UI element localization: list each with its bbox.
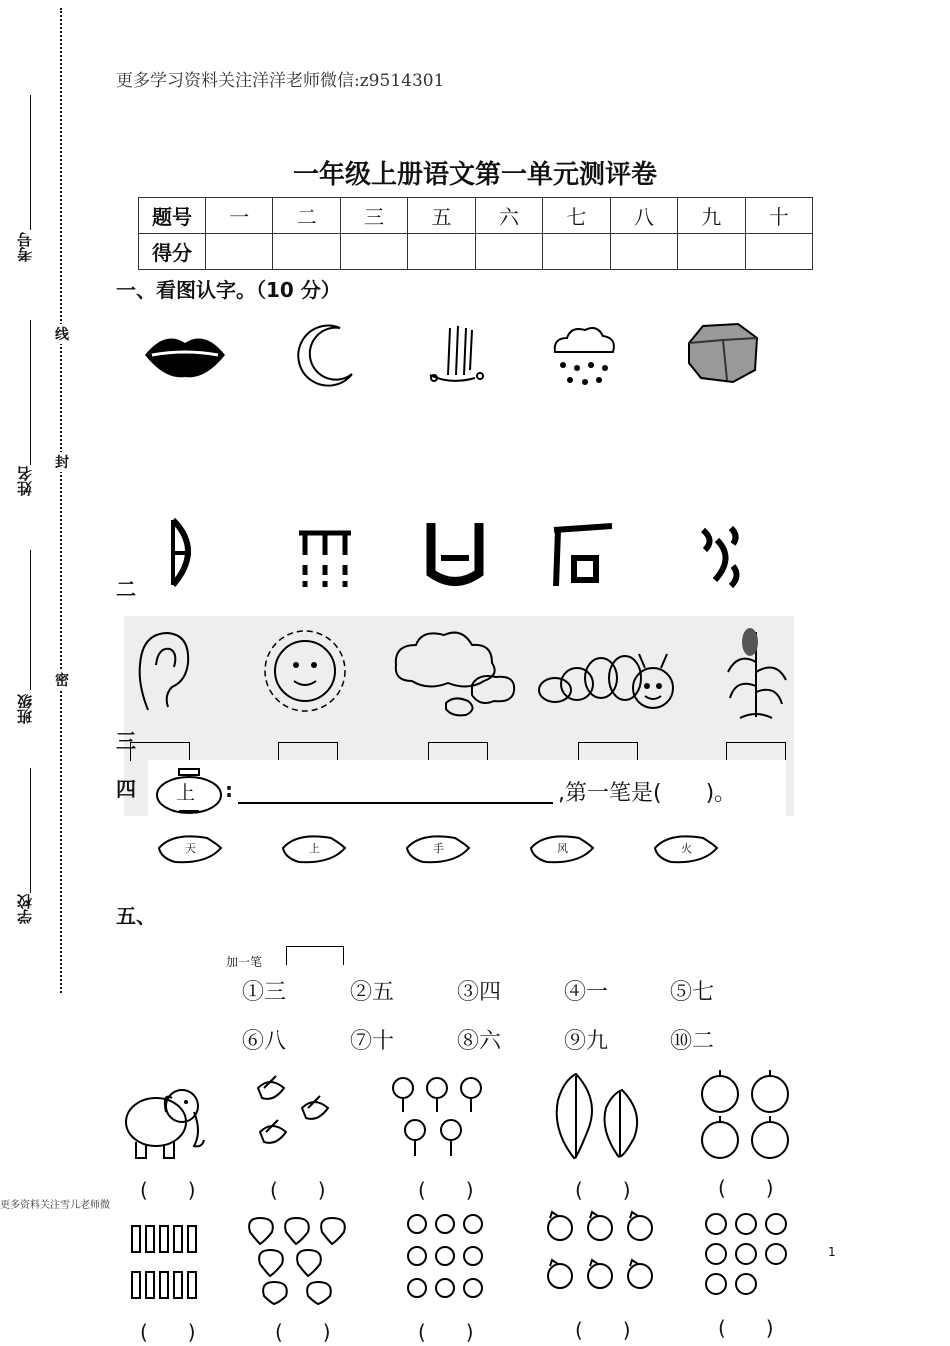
answer-paren[interactable]: ( ): [718, 1316, 774, 1340]
leaf-character: 火: [681, 842, 692, 855]
page-title: 一年级上册语文第一单元测评卷: [292, 160, 657, 190]
rice-plant-icon: [720, 622, 790, 722]
school-line: [30, 768, 31, 893]
section5-label: 五、: [116, 904, 156, 928]
row-label-score: 得分: [139, 234, 206, 270]
col-8: 九: [678, 198, 745, 234]
row-label-number: 题号: [139, 198, 206, 234]
writing-grid[interactable]: [578, 742, 638, 761]
writing-grid[interactable]: [130, 742, 190, 761]
flowers-icon: [700, 1210, 796, 1302]
name-label: 姓名: [16, 466, 34, 496]
score-cell[interactable]: [408, 234, 475, 270]
option-6: ⑥八: [242, 1029, 287, 1054]
ancient-water-glyph: [695, 520, 750, 595]
hearts-leaves-icon: [242, 1210, 350, 1306]
answer-paren[interactable]: ( ): [140, 1320, 196, 1344]
col-7: 八: [610, 198, 677, 234]
apples-icon: [695, 1068, 799, 1162]
section4-label: 四: [116, 777, 136, 801]
stroke-answer-line[interactable]: [238, 802, 553, 804]
clouds-icon: [388, 625, 528, 720]
leaf-character: 风: [557, 842, 568, 855]
header-watermark: 更多学习资料关注洋洋老师微信:z9514301: [116, 71, 445, 91]
answer-paren[interactable]: ( ): [418, 1178, 474, 1202]
birds-icon: [250, 1068, 340, 1168]
col-1: 一: [206, 198, 273, 234]
option-1: ①三: [242, 980, 287, 1005]
col-6: 七: [543, 198, 610, 234]
stone-icon: [683, 318, 763, 388]
option-9: ⑨九: [564, 1029, 609, 1054]
score-cell[interactable]: [745, 234, 813, 270]
moon-icon: [292, 322, 362, 392]
answer-paren[interactable]: ( ): [575, 1178, 631, 1202]
strawberries-icon: [405, 1212, 487, 1304]
score-cell[interactable]: [475, 234, 542, 270]
col-4: 五: [408, 198, 475, 234]
waterfall-icon: [420, 320, 490, 390]
writing-grid[interactable]: [278, 742, 338, 761]
ear-icon: [128, 625, 198, 715]
rain-cloud-icon: [545, 320, 620, 390]
section1-title: 一、看图认字。（10 分）: [116, 278, 341, 302]
score-table-row-number: [139, 198, 813, 234]
sunflowers-icon: [385, 1072, 495, 1164]
score-cell[interactable]: [678, 234, 745, 270]
lantern-character: 上: [176, 782, 196, 804]
elephant-icon: [118, 1072, 210, 1164]
col-2: 二: [273, 198, 340, 234]
first-stroke-prompt: ,第一笔是( )。: [558, 781, 737, 806]
answer-paren[interactable]: ( ): [140, 1178, 196, 1202]
ancient-stone-glyph: [548, 520, 618, 590]
add-stroke-prompt: 加一笔: [226, 955, 263, 969]
ancient-rain-glyph: [295, 525, 355, 590]
leaves-icon: [548, 1070, 652, 1162]
seal-word-line: 线: [55, 324, 69, 344]
footer-watermark: 更多资料关注雪儿老师微: [0, 1200, 110, 1211]
score-table: [138, 197, 813, 270]
answer-paren[interactable]: ( ): [718, 1176, 774, 1200]
section4-colon: :: [225, 778, 233, 802]
leaf-character: 天: [185, 842, 196, 855]
score-cell[interactable]: [340, 234, 407, 270]
option-3: ③四: [457, 980, 502, 1005]
seal-word-secret: 密: [55, 670, 69, 690]
page-number: 1: [828, 1245, 836, 1259]
option-2: ②五: [350, 980, 395, 1005]
section2-label: 二: [116, 577, 136, 601]
option-10: ⑩二: [670, 1029, 715, 1054]
answer-paren[interactable]: ( ): [275, 1320, 331, 1344]
col-9: 十: [745, 198, 813, 234]
writing-grid[interactable]: [286, 946, 344, 965]
option-7: ⑦十: [350, 1029, 395, 1054]
section3-label: 三: [116, 729, 136, 753]
option-5: ⑤七: [670, 980, 715, 1005]
writing-grid[interactable]: [726, 742, 786, 761]
answer-paren[interactable]: ( ): [418, 1320, 474, 1344]
school-label: 学校: [16, 894, 34, 924]
writing-grid[interactable]: [428, 742, 488, 761]
option-8: ⑧六: [457, 1029, 502, 1054]
col-5: 六: [475, 198, 542, 234]
seal-word-seal: 封: [55, 452, 69, 472]
mouth-icon: [140, 325, 230, 385]
score-cell[interactable]: [543, 234, 610, 270]
answer-paren[interactable]: ( ): [575, 1318, 631, 1342]
class-line: [30, 550, 31, 690]
caterpillar-icon: [535, 640, 680, 715]
exam-no-label: 考号: [16, 232, 34, 262]
score-table-row-score: [139, 234, 813, 270]
col-3: 三: [340, 198, 407, 234]
leaf-character: 手: [433, 842, 444, 855]
leaf-character: 上: [309, 842, 320, 855]
score-cell[interactable]: [273, 234, 340, 270]
name-line: [30, 320, 31, 465]
ancient-mouth-glyph: [425, 518, 485, 590]
score-cell[interactable]: [206, 234, 273, 270]
ancient-moon-glyph: [165, 515, 205, 590]
score-cell[interactable]: [610, 234, 677, 270]
option-4: ④一: [564, 980, 609, 1005]
class-label: 班级: [16, 694, 34, 724]
cats-icon: [542, 1210, 660, 1304]
sun-icon: [250, 625, 365, 715]
answer-paren[interactable]: ( ): [270, 1178, 326, 1202]
candles-icon: [128, 1212, 202, 1304]
